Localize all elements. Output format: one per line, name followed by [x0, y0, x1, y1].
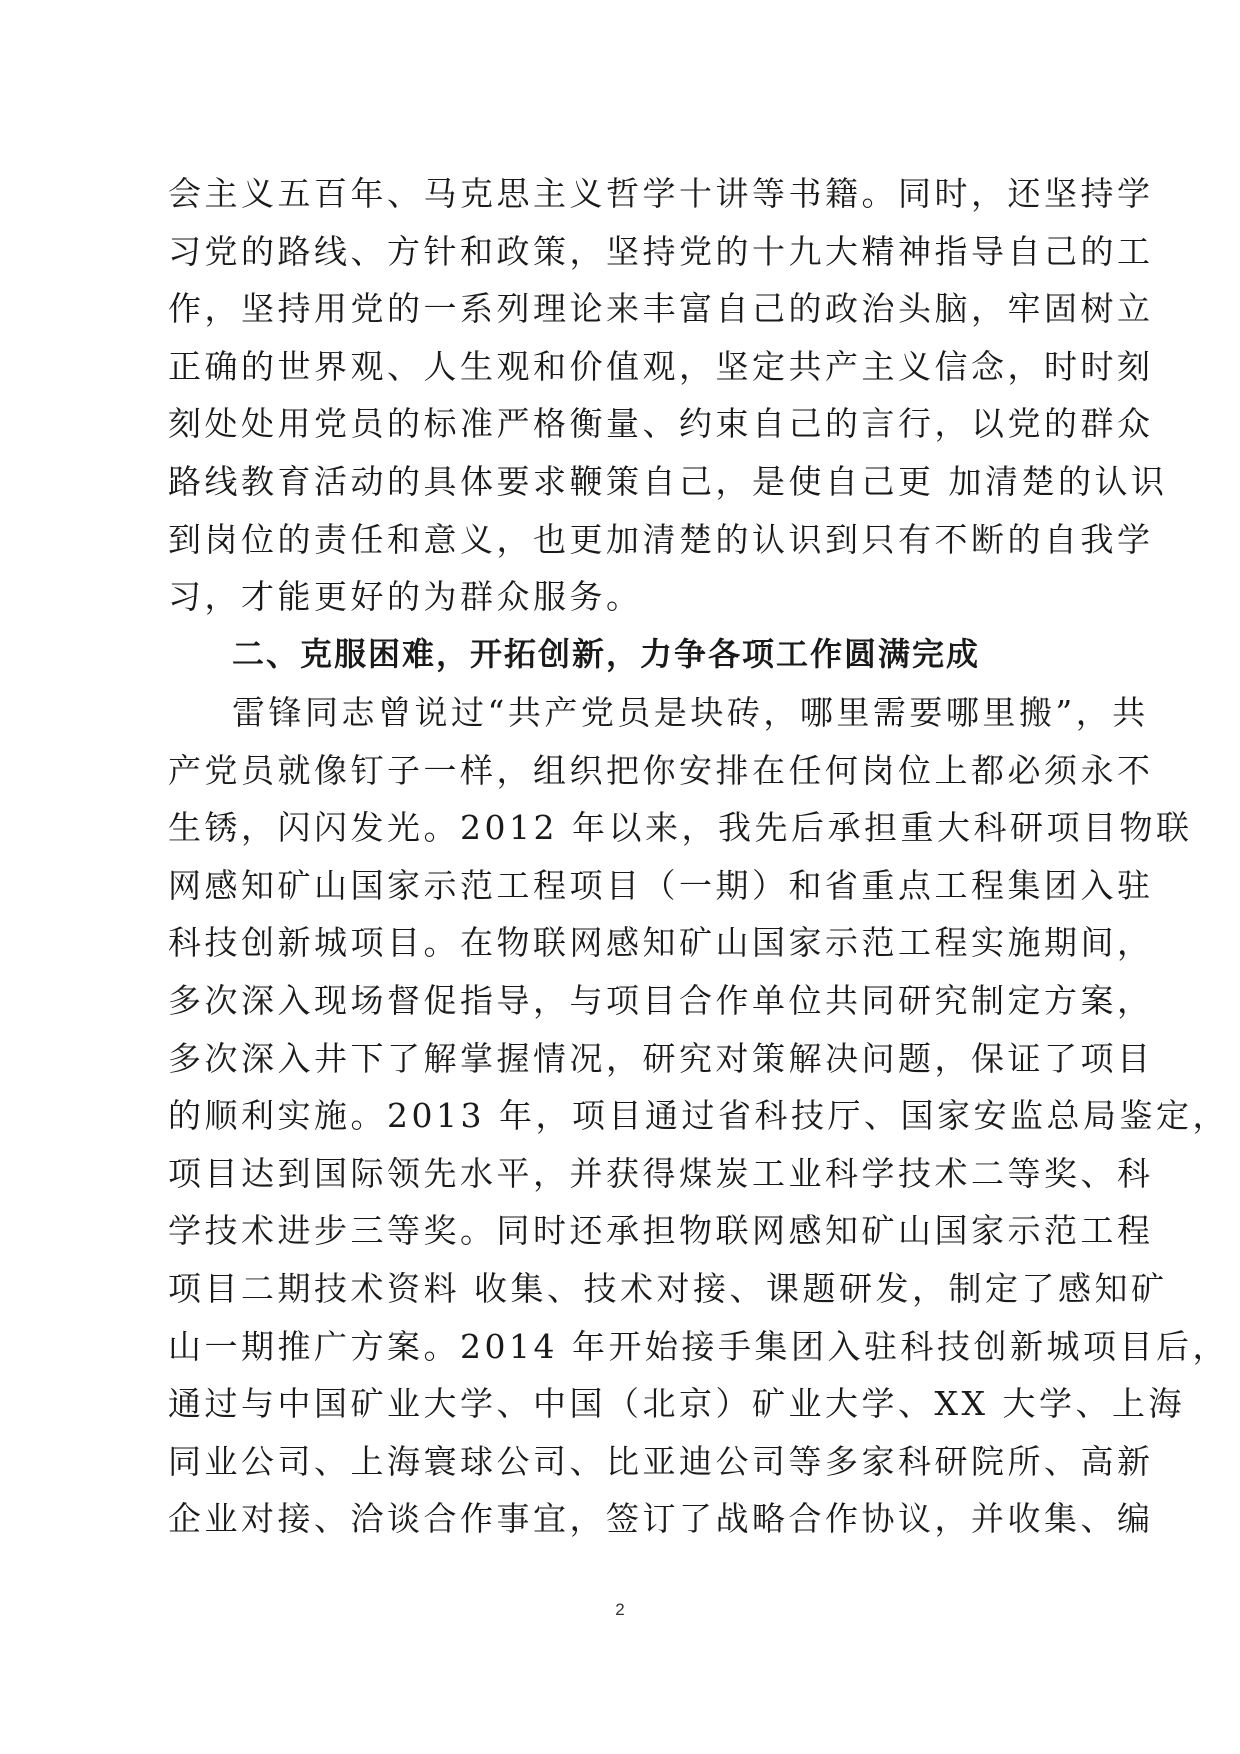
page-number: 2 [615, 1600, 625, 1619]
text-line: 习党的路线、方针和政策，坚持党的十九大精神指导自己的工 [168, 231, 1154, 271]
text-line: 正确的世界观、人生观和价值观，坚定共产主义信念，时时刻 [168, 346, 1154, 386]
text-line: 同业公司、上海寰球公司、比亚迪公司等多家科研院所、高新 [168, 1441, 1154, 1481]
text-line: 刻处处用党员的标准严格衡量、约束自己的言行，以党的群众 [168, 404, 1154, 444]
text-line: 通过与中国矿业大学、中国（北京）矿业大学、XX 大学、上海 [168, 1384, 1185, 1424]
text-line: 山一期推广方案。2014 年开始接手集团入驻科技创新城项目后， [168, 1326, 1229, 1366]
text-line: 的顺利实施。2013 年，项目通过省科技厅、国家安监总局鉴定， [168, 1096, 1229, 1136]
text-line: 项目二期技术资料 收集、技术对接、课题研发，制定了感知矿 [168, 1268, 1168, 1308]
text-line: 到岗位的责任和意义，也更加清楚的认识到只有不断的自我学 [168, 519, 1154, 559]
paragraph-continuation [168, 165, 1168, 626]
text-line: 雷锋同志曾说过“共产党员是块砖，哪里需要哪里搬”，共 [232, 693, 1149, 732]
text-line: 科技创新城项目。在物联网感知矿山国家示范工程实施期间， [168, 923, 1154, 963]
text-line: 企业对接、洽谈合作事宜，签订了战略合作协议，并收集、编 [168, 1499, 1154, 1539]
text-line: 作，坚持用党的一系列理论来丰富自己的政治头脑，牢固树立 [168, 289, 1154, 329]
text-line: 网感知矿山国家示范工程项目（一期）和省重点工程集团入驻 [168, 865, 1154, 905]
text-line: 生锈，闪闪发光。2012 年以来，我先后承担重大科研项目物联 [168, 808, 1193, 848]
section-heading: 二、克服困难，开拓创新，力争各项工作圆满完成 [232, 635, 981, 673]
text-line: 多次深入现场督促指导，与项目合作单位共同研究制定方案， [168, 980, 1154, 1020]
text-line: 多次深入井下了解掌握情况，研究对策解决问题，保证了项目 [168, 1038, 1154, 1078]
text-line: 会主义五百年、马克思主义哲学十讲等书籍。同时，还坚持学 [168, 174, 1154, 213]
paragraph-section-two [168, 684, 1229, 1548]
text-line: 项目达到国际领先水平，并获得煤炭工业科学技术二等奖、科 [168, 1153, 1154, 1193]
text-line: 习，才能更好的为群众服务。 [168, 577, 643, 617]
section-heading-block [168, 626, 1088, 684]
text-line: 学技术进步三等奖。同时还承担物联网感知矿山国家示范工程 [168, 1211, 1154, 1251]
text-line: 产党员就像钉子一样，组织把你安排在任何岗位上都必须永不 [168, 750, 1154, 790]
text-line: 路线教育活动的具体要求鞭策自己，是使自己更 加清楚的认识 [168, 461, 1168, 501]
